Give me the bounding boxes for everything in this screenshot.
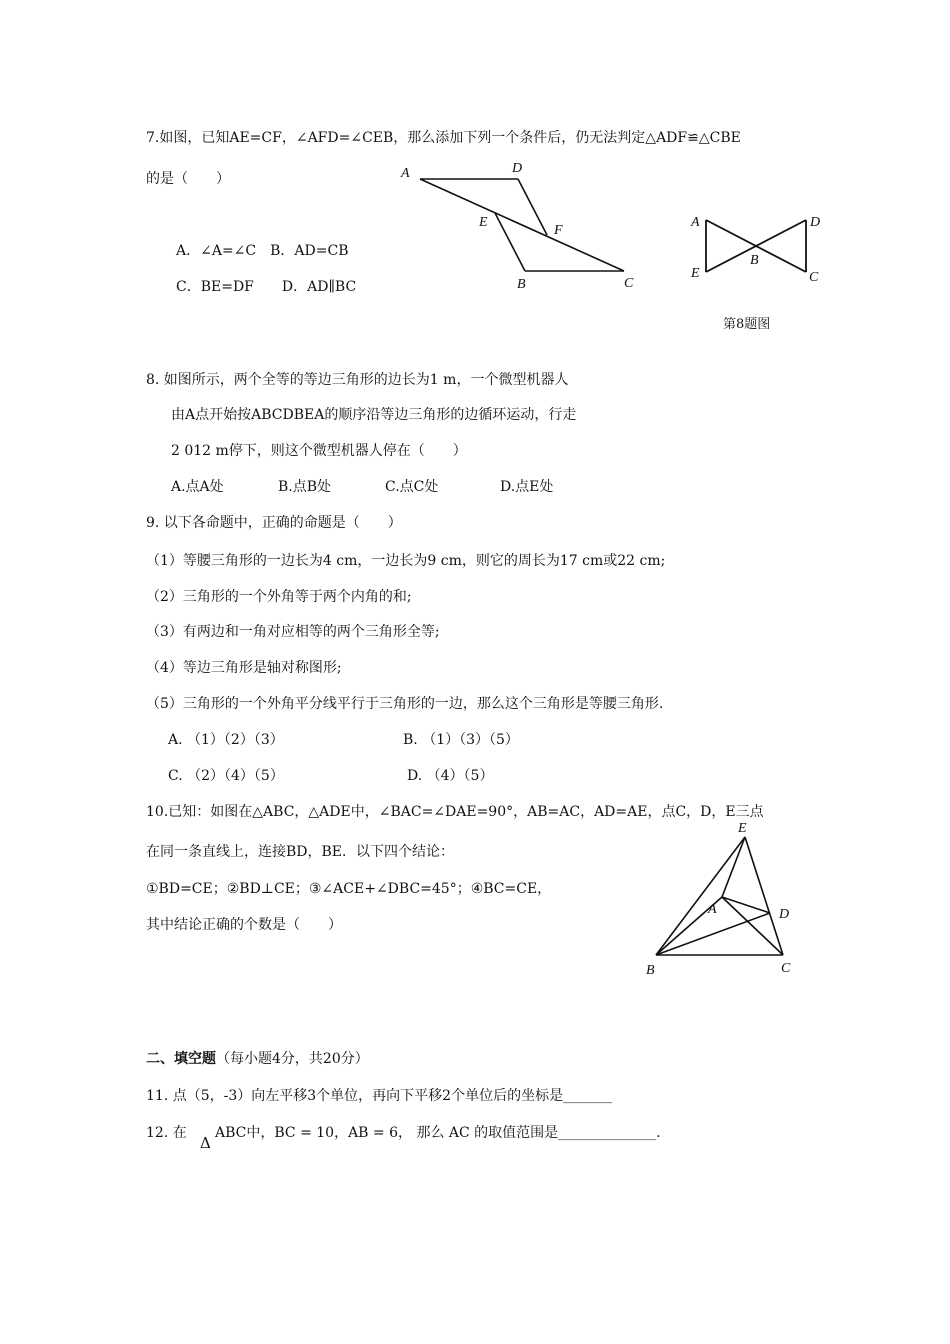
q12-prefix: 12. 在 — [146, 1125, 187, 1141]
q7-segment-df — [518, 179, 547, 235]
q10-label-d: D — [779, 907, 790, 922]
q10-segment-bd — [656, 913, 770, 955]
q10-figure — [640, 815, 810, 980]
q11-text: 11. 点（5，-3）向左平移3个单位，再向下平移2个单位后的坐标是_______ — [146, 1088, 613, 1104]
q8-stem-line1: 8. 如图所示，两个全等的等边三角形的边长为1 m，一个微型机器人 — [146, 372, 569, 388]
q7-options-cd: C．BE=DF D．AD∥BC — [176, 279, 357, 295]
q9-option-d: D. （4）（5） — [407, 768, 494, 784]
q7-segment-eb — [495, 213, 525, 271]
q8-option-a: A.点A处 — [171, 479, 224, 495]
q8-label-e: E — [691, 266, 700, 281]
q10-label-a: A — [708, 902, 717, 917]
section2-heading — [146, 1050, 369, 1068]
q8-figure — [686, 205, 826, 290]
q8-label-c: C — [809, 270, 819, 285]
q9-item-2: （2）三角形的一个外角等于两个内角的和; — [146, 589, 412, 605]
q10-segment-ae — [722, 837, 745, 897]
section2-title: 二、填空题 — [146, 1051, 216, 1067]
q8-stem-line2: 由A点开始按ABCDBEA的顺序沿等边三角形的边循环运动，行走 — [171, 407, 577, 423]
q9-option-a: A. （1）（2）（3） — [168, 732, 284, 748]
q9-item-1: （1）等腰三角形的一边长为4 cm，一边长为9 cm，则它的周长为17 cm或22 cm; — [146, 553, 666, 569]
q10-stem-line4: 其中结论正确的个数是（ ） — [146, 917, 342, 933]
q8-label-a: A — [691, 215, 700, 230]
q8-figure-caption: 第8题图 — [723, 317, 771, 332]
q10-stem-line3: ①BD=CE；②BD⊥CE；③∠ACE+∠DBC=45°；④BC=CE， — [146, 881, 552, 897]
q10-label-e: E — [738, 821, 747, 836]
q9-item-4: （4）等边三角形是轴对称图形; — [146, 660, 342, 676]
q7-options-ab: A．∠A=∠C B．AD=CB — [176, 243, 349, 259]
q7-segment-ac — [420, 179, 624, 271]
q8-option-b: B.点B处 — [278, 479, 332, 495]
q7-label-e: E — [479, 215, 488, 230]
q9-item-3: （3）有两边和一角对应相等的两个三角形全等; — [146, 624, 440, 640]
q9-item-5: （5）三角形的一个外角平分线平行于三角形的一边，那么这个三角形是等腰三角形. — [146, 696, 664, 712]
q8-label-b: B — [750, 253, 759, 268]
q7-stem-line1: 7.如图，已知AE=CF，∠AFD=∠CEB，那么添加下列一个条件后，仍无法判定△ADF≌△CBE — [146, 130, 741, 146]
q10-label-c: C — [781, 961, 791, 976]
q8-stem-line3: 2 012 m停下，则这个微型机器人停在（ ） — [171, 443, 467, 459]
q12-delta-symbol: Δ — [200, 1134, 211, 1152]
q8-option-d: D.点E处 — [500, 479, 554, 495]
q8-option-c: C.点C处 — [385, 479, 439, 495]
q7-label-d: D — [512, 161, 523, 176]
q7-label-a: A — [401, 166, 410, 181]
section2-note: （每小题4分，共20分） — [216, 1051, 369, 1067]
q7-label-c: C — [624, 276, 634, 291]
q9-option-b: B. （1）（3）（5） — [403, 732, 519, 748]
q9-stem: 9. 以下各命题中，正确的命题是（ ） — [146, 515, 402, 531]
q12-text: ABC中，BC = 10，AB = 6， 那么 AC 的取值范围是______________. — [215, 1125, 661, 1141]
q10-segment-ad — [722, 897, 770, 913]
q10-label-b: B — [646, 963, 655, 978]
q7-label-b: B — [517, 277, 526, 292]
q7-label-f: F — [554, 223, 563, 238]
q8-label-d: D — [810, 215, 821, 230]
q10-segment-be — [656, 837, 745, 955]
q10-stem-line1: 10.已知：如图在△ABC，△ADE中，∠BAC=∠DAE=90°，AB=AC，AD=AE，点C，D，E三点 — [146, 804, 764, 820]
q9-option-c: C. （2）（4）（5） — [168, 768, 284, 784]
q7-stem-line2: 的是（ ） — [146, 171, 230, 187]
q10-stem-line2: 在同一条直线上，连接BD，BE．以下四个结论： — [146, 844, 455, 860]
q7-figure — [395, 155, 645, 295]
